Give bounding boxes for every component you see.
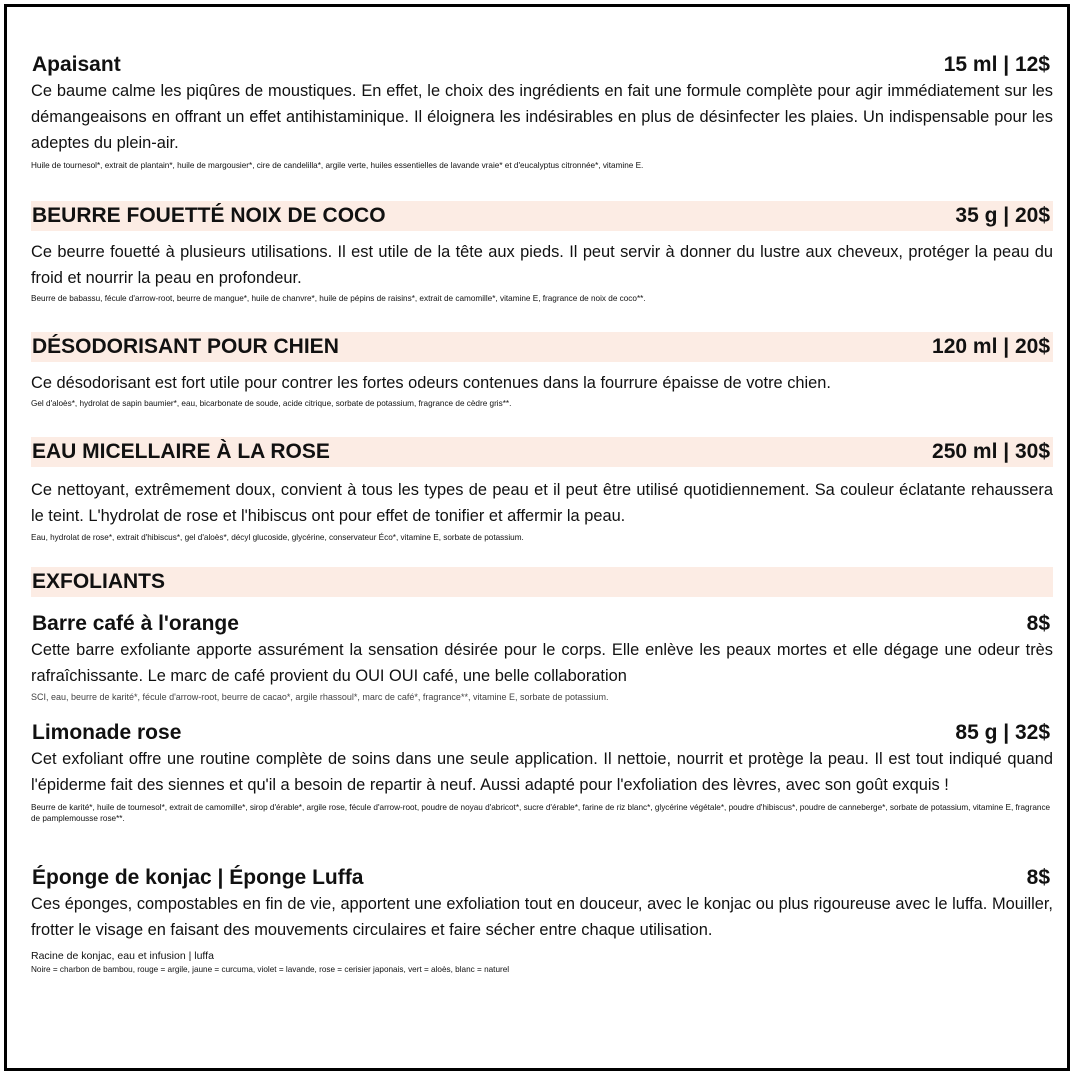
product-price: 8$	[1026, 612, 1050, 635]
product-ingredients: Gel d'aloès*, hydrolat de sapin baumier*, eau, bicarbonate de soude, acide citrique, sorbate de potassium, fragrance de cèdre gris**.	[31, 399, 512, 408]
product-ingredients: Beurre de karité*, huile de tournesol*, extrait de camomille*, sirop d'érable*, argile rose, fécule d'arrow-root, poudre de noyau d'abricot*, sucre d'érable*, farine de riz blanc*, glycérine végétale*, poudre d'hibiscus*, poudre de canneberge*, sorbate de potassium, vitamine E, fragrance de pamplemousse rose**.	[31, 803, 1051, 823]
product-description: Ce baume calme les piqûres de moustiques. En effet, le choix des ingrédients en fait une formule complète pour agir immédiatement sur les démangeaisons en offrant un effet antihistaminique. Il éloignera les indésirables en plus de désinfecter les plaies. Un indispensable pour les adeptes du plein-air.	[31, 82, 1053, 152]
product-header	[31, 332, 1053, 362]
product-name: Limonade rose	[32, 721, 182, 744]
product-ingredients: Eau, hydrolat de rose*, extrait d'hibiscus*, gel d'aloès*, décyl glucoside, glycérine, conservateur Éco*, vitamine E, sorbate de potassium.	[31, 533, 524, 542]
product-name: Éponge de konjac | Éponge Luffa	[32, 866, 364, 889]
product-name: BEURRE FOUETTÉ NOIX DE COCO	[32, 204, 386, 227]
product-name: EAU MICELLAIRE À LA ROSE	[32, 440, 330, 463]
product-apaisant	[31, 52, 1053, 171]
section-heading	[31, 567, 1053, 597]
product-desodorisant	[31, 332, 1053, 409]
product-description: Ce beurre fouetté à plusieurs utilisations. Il est utile de la tête aux pieds. Il peut servir à donner du lustre aux cheveux, protéger la peau du froid et nourrir la peau en profondeur.	[31, 243, 1053, 287]
product-eponge	[31, 865, 1053, 975]
product-description: Ce désodorisant est fort utile pour contrer les fortes odeurs contenues dans la fourrure épaisse de votre chien.	[31, 374, 831, 392]
section-title: EXFOLIANTS	[32, 570, 166, 593]
product-color-legend: Noire = charbon de bambou, rouge = argile, jaune = curcuma, violet = lavande, rose = cerisier japonais, vert = aloès, blanc = naturel	[31, 965, 510, 974]
product-header	[31, 865, 1053, 891]
product-ingredients: SCI, eau, beurre de karité*, fécule d'arrow-root, beurre de cacao*, argile rhassoul*, marc de café*, fragrance**, vitamine E, sorbate de potassium.	[31, 692, 609, 702]
product-eau-micellaire	[31, 437, 1053, 543]
product-name: Barre café à l'orange	[32, 612, 239, 635]
section-exfoliants	[31, 567, 1053, 597]
product-name: DÉSODORISANT POUR CHIEN	[32, 335, 339, 358]
product-description: Ces éponges, compostables en fin de vie, apportent une exfoliation tout en douceur, avec le konjac ou plus rigoureuse avec le luffa. Mouiller, frotter le visage en faisant des mouvements circulaires et faire sécher entre chaque utilisation.	[31, 895, 1053, 939]
product-name: Apaisant	[32, 53, 121, 76]
product-header	[31, 720, 1053, 746]
product-price: 120 ml | 20$	[932, 335, 1050, 358]
product-ingredients: Huile de tournesol*, extrait de plantain*, huile de margousier*, cire de candelilla*, argile verte, huiles essentielles de lavande vraie* et d'eucalyptus citronnée*, vitamine E.	[31, 161, 644, 170]
product-ingredients: Racine de konjac, eau et infusion | luffa	[31, 950, 214, 962]
product-header	[31, 437, 1053, 467]
product-description: Cet exfoliant offre une routine complète de soins dans une seule application. Il nettoie, nourrit et protège la peau. Il est tout indiqué quand l'épiderme fait des siennes et qu'il a besoin de repartir à neuf. Aussi adapté pour l'exfoliation des lèvres, avec son goût exquis !	[31, 750, 1053, 794]
product-price: 15 ml | 12$	[943, 53, 1050, 76]
product-header	[31, 52, 1053, 78]
product-description: Ce nettoyant, extrêmement doux, convient à tous les types de peau et il peut être utilisé quotidiennement. Sa couleur éclatante rehaussera le teint. L'hydrolat de rose et l'hibiscus ont pour effet de tonifier et affermir la peau.	[31, 481, 1053, 525]
product-price: 85 g | 32$	[955, 721, 1050, 744]
product-barre-cafe	[31, 611, 1053, 703]
product-ingredients: Beurre de babassu, fécule d'arrow-root, beurre de mangue*, huile de chanvre*, huile de pépins de raisins*, extrait de camomille*, vitamine E, fragrance de noix de coco**.	[31, 294, 646, 303]
product-limonade-rose	[31, 720, 1053, 824]
product-header	[31, 201, 1053, 231]
product-beurre	[31, 201, 1053, 304]
product-price: 35 g | 20$	[955, 204, 1050, 227]
product-header	[31, 611, 1053, 637]
product-price: 8$	[1026, 866, 1050, 889]
product-price: 250 ml | 30$	[932, 440, 1050, 463]
product-description: Cette barre exfoliante apporte assurément la sensation désirée pour le corps. Elle enlève les peaux mortes et elle dégage une odeur très rafraîchissante. Le marc de café provient du OUI OUI café, une belle collaboration	[31, 641, 1053, 685]
